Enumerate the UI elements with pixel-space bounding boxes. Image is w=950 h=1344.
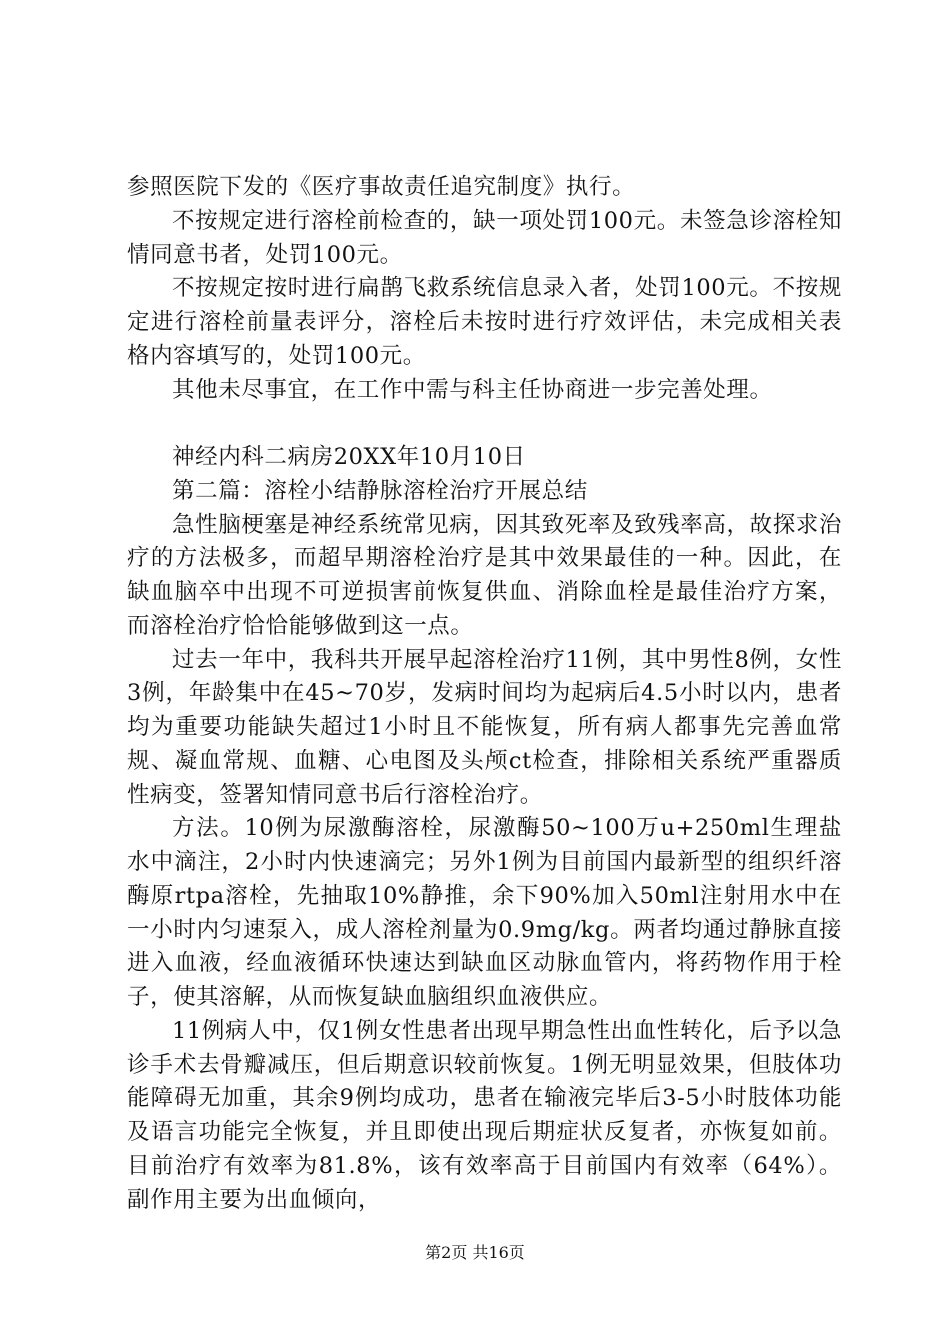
section-heading: 第二篇：溶栓小结静脉溶栓治疗开展总结 xyxy=(172,477,588,504)
paragraph: 急性脑梗塞是神经系统常见病，因其致死率及致残率高，故探求治疗的方法极多，而超早期溶栓治疗是其中效果最佳的一种。因此，在缺血脑卒中出现不可逆损害前恢复供血、消除血栓是最佳治疗方案，而溶栓治疗恰恰能够做到这一点。 xyxy=(127,511,842,639)
signature-line: 神经内科二病房20XX年10月10日 xyxy=(172,444,526,470)
paragraph: 过去一年中，我科共开展早起溶栓治疗11例，其中男性8例，女性3例，年龄集中在45~70岁，发病时间均为起病后4.5小时以内，患者均为重要功能缺失超过1小时且不能恢复，所有病人都事先完善血常规、凝血常规、血糖、心电图及头颅ct检查，排除相关系统严重器质性病变，签署知情同意书后行溶栓治疗。 xyxy=(127,646,842,808)
paragraph: 不按规定按时进行扁鹊飞救系统信息录入者，处罚100元。不按规定进行溶栓前量表评分，溶栓后未按时进行疗效评估，未完成相关表格内容填写的，处罚100元。 xyxy=(127,275,842,369)
blank-line xyxy=(127,407,842,441)
paragraph: 11例病人中，仅1例女性患者出现早期急性出血性转化，后予以急诊手术去骨瓣减压，但后期意识较前恢复。1例无明显效果，但肢体功能障碍无加重，其余9例均成功，患者在输液完毕后3-5小时肢体功能及语言功能完全恢复，并且即使出现后期症状反复者，亦恢复如前。目前治疗有效率为81.8%，该有效率高于目前国内有效率（64%）。副作用主要为出血倾向， xyxy=(127,1017,842,1213)
paragraph: 参照医院下发的《医疗事故责任追究制度》执行。 xyxy=(127,174,636,200)
paragraph: 不按规定进行溶栓前检查的，缺一项处罚100元。未签急诊溶栓知情同意书者，处罚100元。 xyxy=(127,207,842,268)
paragraph: 其他未尽事宜，在工作中需与科主任协商进一步完善处理。 xyxy=(172,376,773,403)
paragraph: 方法。10例为尿激酶溶栓，尿激酶50~100万u+250ml生理盐水中滴注，2小时内快速滴完；另外1例为目前国内最新型的组织纤溶酶原rtpa溶栓，先抽取10%静推，余下90%加入50ml注射用水中在一小时内匀速泵入，成人溶栓剂量为0.9mg/kg。两者均通过静脉直接进入血液，经血液循环快速达到缺血区动脉血管内，将药物作用于栓子，使其溶解，从而恢复缺血脑组织血液供应。 xyxy=(127,815,842,1010)
page-number-footer: 第2页 共16页 xyxy=(425,1243,525,1262)
document-body xyxy=(127,171,842,1217)
